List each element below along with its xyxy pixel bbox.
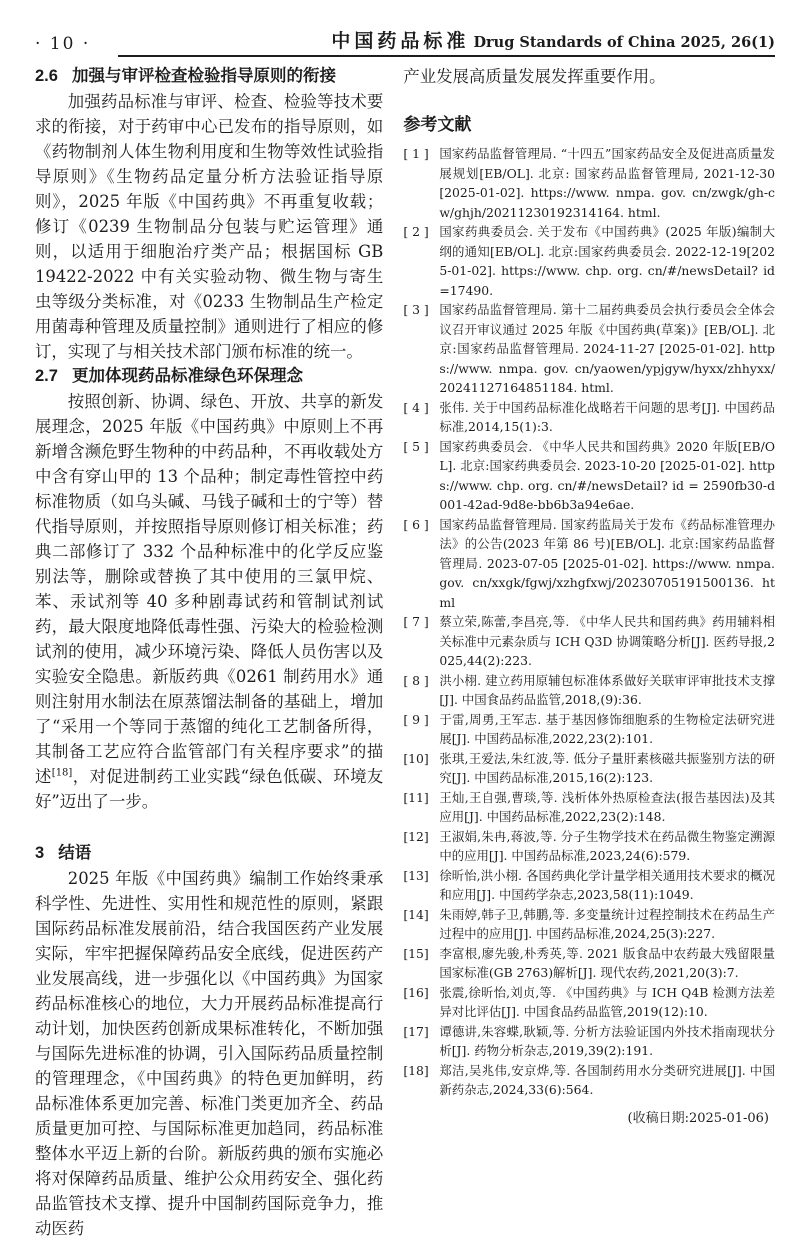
references-heading: 参考文献 (403, 115, 472, 134)
reference-id: [ 6 ] (403, 516, 429, 532)
reference-text: 国家药典委员会. 《中华人民共和国药典》2020 年版[EB/OL]. 北京:国家药典委员会. 2023-10-20 [2025-01-02]. https://www. chp. org. cn/#/newsDetail? id = 2590fb30-d001-42ad-9d8e-bb6b3a94e6ae. (439, 438, 775, 512)
section-2-7-paragraph (35, 389, 383, 814)
reference-item (403, 905, 775, 944)
page-number: · 10 · (35, 34, 91, 54)
journal-title-cn: 中国药品标准 (331, 30, 470, 52)
header-rule (118, 26, 775, 57)
reference-id: [ 2 ] (403, 224, 429, 239)
reference-text: 李富根,廖先骏,朴秀英,等. 2021 版食品中农药最大残留限量国家标准(GB 2763)解析[J]. 现代农药,2021,20(3):7. (439, 945, 775, 980)
reference-text: 谭德讲,朱容蝶,耿颖,等. 分析方法验证国内外技术指南现状分析[J]. 药物分析杂志,2019,39(2):191. (439, 1023, 775, 1058)
reference-id: [10] (403, 750, 429, 766)
section-2-6-heading (35, 64, 383, 89)
reference-text: 于雷,周勇,王军志. 基于基因修饰细胞系的生物检定法研究进展[J]. 中国药品标准,2022,23(2):101. (439, 711, 775, 746)
reference-item (403, 944, 775, 983)
reference-text: 国家药品监督管理局. 国家药监局关于发布《药品标准管理办法》的公告(2023 年第 86 号)[EB/OL]. 北京:国家药品监督管理局. 2023-07-05 [2025-01-02]. https://www. nmpa. gov. cn/xxgk/fgwj/xzhgfxwj/20230705191500136. html (439, 516, 775, 610)
reference-item (403, 1022, 775, 1061)
reference-item (403, 749, 775, 788)
section-2-6-paragraph: 加强药品标准与审评、检查、检验等技术要求的衔接，对于药审中心已发布的指导原则，如《药物制剂人体生物利用度和生物等效性试验指导原则》《生物药品定量分析方法验证指导原则》，2025 年版《中国药典》不再重复收载；修订《0239 生物制品分包装与贮运管理》通则，以适用于细胞治疗类产品；根据国标 GB 19422-2022 中有关实验动物、微生物与寄生虫等级分类标准，对《0233 生物制品生产检定用菌毒种管理及质量控制》通则进行了相应的修订，实现了与相关技术部门颁布标准的统一。 (35, 92, 384, 361)
reference-id: [13] (403, 867, 429, 883)
reference-id: [ 7 ] (403, 614, 429, 629)
reference-id: [ 4 ] (403, 399, 429, 415)
two-column-layout (35, 64, 775, 1241)
citation-superscript-18: [18] (51, 767, 73, 779)
reference-text: 朱雨婷,韩子卫,韩鹏,等. 多变量统计过程控制技术在药品生产过程中的应用[J]. 中国药品标准,2024,25(3):227. (439, 906, 775, 941)
reference-text: 国家药典委员会. 关于发布《中国药典》(2025 年版)编制大纲的通知[EB/OL]. 北京:国家药典委员会. 2022-12-19[2025-01-02]. https://www. chp. org. cn/#/newsDetail? id =17490. (439, 224, 775, 298)
reference-item (403, 983, 775, 1022)
reference-id: [ 5 ] (403, 438, 429, 454)
reference-id: [12] (403, 828, 429, 844)
reference-item (403, 788, 775, 827)
reference-item (403, 612, 775, 671)
reference-text: 王灿,王自强,曹琰,等. 浅析体外热原检查法(报告基因法)及其应用[J]. 中国药品标准,2022,23(2):148. (439, 789, 775, 824)
section-2-7-text-before: 按照创新、协调、绿色、开放、共享的新发展理念，2025 年版《中国药典》中原则上不再新增含濒危野生物种的中药品种，不再收载处方中含有穿山甲的 13 个品种；制定毒性管控中药标准物质（如乌头碱、马钱子碱和士的宁等）替代指导原则，并按照指导原则修订相关标准；药典二部修订了 332 个品种标准中的化学反应鉴别法等，删除或替换了其中使用的三氯甲烷、苯、汞试剂等 40 多种剧毒试药和管制试剂试药，最大限度地降低毒性强、污染大的检验检测试剂的使用，减少环境污染、降低人员伤害以及实验安全隐患。新版药典《0261 制药用水》通则注射用水制法在原蒸馏法制备的基础上，增加了“采用一个等同于蒸馏的纯化工艺制备所得，其制备工艺应符合监管部门有关程序要求”的描述 (35, 392, 384, 786)
references-list (403, 144, 775, 1100)
reference-item (403, 1061, 775, 1100)
reference-id: [ 9 ] (403, 711, 429, 727)
reference-text: 国家药品监督管理局. 第十二届药典委员会执行委员会全体会议召开审议通过 2025 年版《中国药典(草案)》[EB/OL]. 北京:国家药品监督管理局. 2024-11-27 [2025-01-02]. https://www. nmpa. gov. cn/yaowen/ypjgyw/hyxx/zhhyxx/20241127164851184. html. (439, 302, 775, 395)
reference-text: 张伟. 关于中国药品标准化战略若干问题的思考[J]. 中国药品标准,2014,15(1):3. (439, 399, 775, 434)
reference-item (403, 437, 775, 515)
reference-id: [ 8 ] (403, 672, 429, 688)
continuation-paragraph: 产业发展高质量发展发挥重要作用。 (403, 67, 666, 86)
reference-text: 王淑娟,朱冉,蒋波,等. 分子生物学技术在药品微生物鉴定溯源中的应用[J]. 中国药品标准,2023,24(6):579. (439, 828, 775, 863)
reference-id: [14] (403, 906, 429, 922)
section-2-7-title: 更加体现药品标准绿色环保理念 (71, 367, 303, 385)
section-3-number: 3 (35, 844, 45, 862)
reference-item (403, 710, 775, 749)
reference-item (403, 515, 775, 613)
reference-id: [17] (403, 1023, 429, 1039)
reference-item (403, 866, 775, 905)
reference-text: 洪小栩. 建立药用原辅包标准体系做好关联审评审批技术支撑[J]. 中国食品药品监管,2018,(9):36. (439, 672, 775, 707)
reference-id: [16] (403, 984, 429, 1000)
reference-item (403, 398, 775, 437)
section-2-7-heading (35, 364, 383, 389)
section-2-7-number: 2.7 (35, 367, 58, 385)
reference-id: [ 1 ] (403, 146, 429, 161)
journal-title-en: Drug Standards of China 2025, 26(1) (473, 34, 775, 51)
reference-text: 国家药品监督管理局. “十四五”国家药品安全及促进高质量发展规划[EB/OL]. 北京: 国家药品监督管理局, 2021-12-30 [2025-01-02]. https://www. nmpa. gov. cn/zwgk/gh-cw/ghjh/20211230192314164. html. (439, 146, 775, 220)
reference-id: [15] (403, 945, 429, 961)
reference-item (403, 671, 775, 710)
reference-id: [ 3 ] (403, 302, 429, 317)
reference-item (403, 144, 775, 222)
page-header (35, 26, 775, 57)
reference-item (403, 222, 775, 300)
reference-text: 郑洁,吴兆伟,安京烨,等. 各国制药用水分类研究进展[J]. 中国新药杂志,2024,33(6):564. (439, 1062, 775, 1097)
section-3-heading (35, 841, 383, 866)
section-2-6-number: 2.6 (35, 67, 58, 85)
reference-id: [11] (403, 789, 429, 805)
reference-text: 张震,徐昕怡,刘贞,等. 《中国药典》与 ICH Q4B 检测方法差异对比评估[J]. 中国食品药品监管,2019(12):10. (439, 984, 775, 1019)
received-date: (收稿日期:2025-01-06) (627, 1110, 769, 1126)
reference-item (403, 300, 775, 398)
right-column (403, 64, 775, 1241)
section-3-paragraph: 2025 年版《中国药典》编制工作始终秉承科学性、先进性、实用性和规范性的原则，紧跟国际药品标准发展前沿，结合我国医药产业发展实际，牢牢把握保障药品安全底线，促进医药产业发展高线，进一步强化以《中国药典》为国家药品标准核心的地位，大力开展药品标准提高行动计划，加快医药创新成果标准转化，不断加强与国际先进标准的协调，引入国际药品质量控制的管理理念，《中国药典》的特色更加鲜明，药品标准体系更加完善、标准门类更加齐全、药品质量更加可控、与国际标准更加趋同，药品标准整体水平迈上新的台阶。新版药典的颁布实施必将对保障药品质量、维护公众用药安全、强化药品监管技术支撑、提升中国制药国际竞争力，推动医药 (35, 869, 384, 1238)
left-column (35, 64, 383, 1241)
section-2-6-title: 加强与审评检查检验指导原则的衔接 (71, 67, 336, 85)
reference-text: 蔡立荣,陈蕾,李昌亮,等. 《中华人民共和国药典》药用辅料相关标准中元素杂质与 ICH Q3D 协调策略分析[J]. 医药导报,2025,44(2):223. (439, 614, 775, 668)
section-2-7-text-after: ，对促进制药工业实践“绿色低碳、环境友好”迈出了一步。 (35, 767, 384, 811)
reference-text: 张琪,王爱法,朱红波,等. 低分子量肝素核磁共振鉴别方法的研究[J]. 中国药品标准,2015,16(2):123. (439, 750, 775, 785)
reference-id: [18] (403, 1062, 429, 1078)
reference-text: 徐昕怡,洪小栩. 各国药典化学计量学相关通用技术要求的概况和应用[J]. 中国药学杂志,2023,58(11):1049. (439, 867, 775, 902)
section-3-title: 结语 (58, 844, 92, 862)
reference-item (403, 827, 775, 866)
